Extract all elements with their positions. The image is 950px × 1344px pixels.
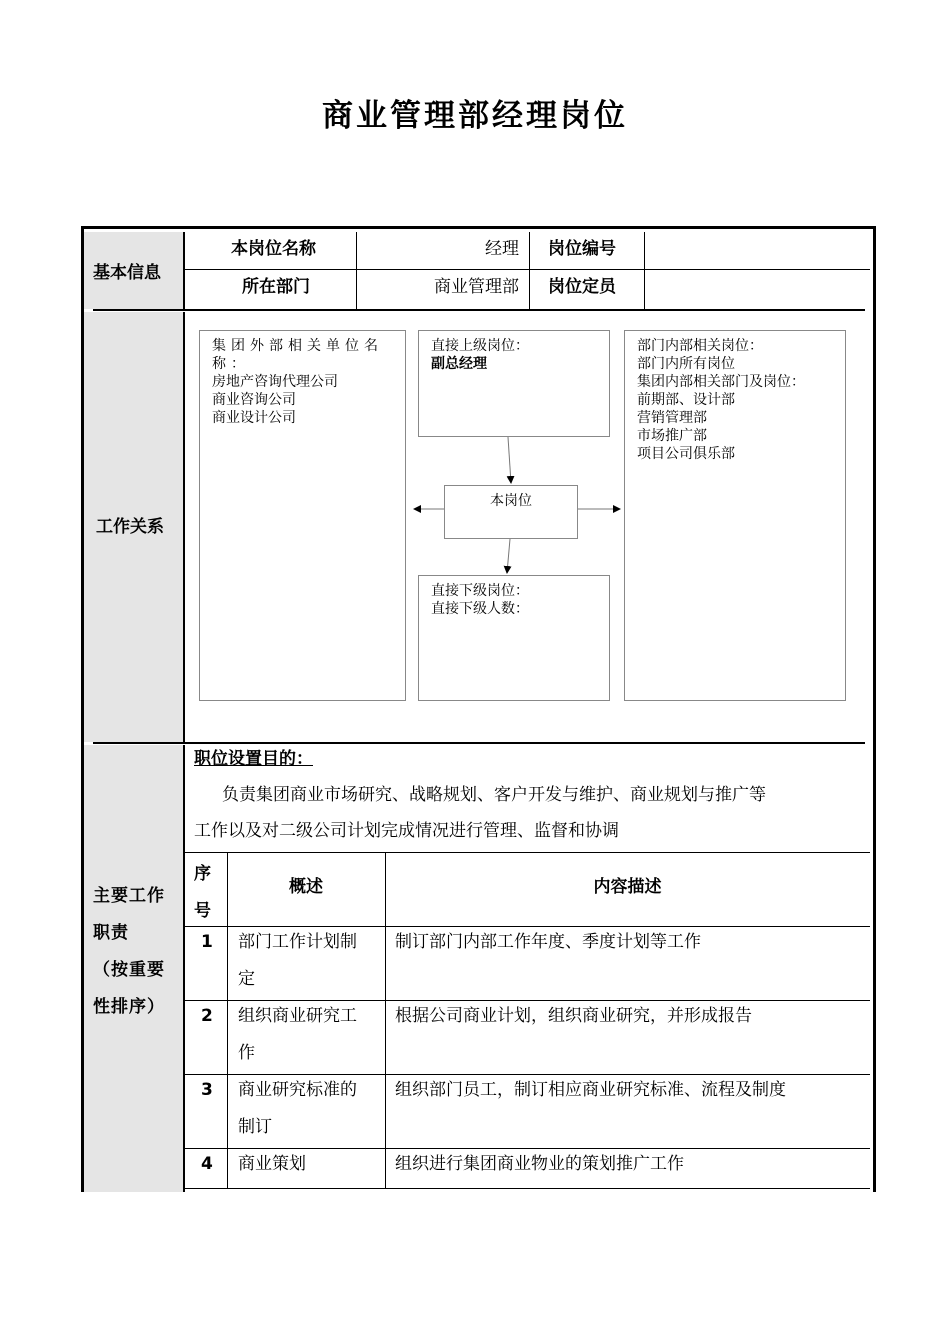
external-unit-item: 商业设计公司 xyxy=(212,410,296,426)
external-unit-item: 房地产咨询代理公司 xyxy=(212,374,338,390)
basic-info-label: 基本信息 xyxy=(93,263,161,283)
internal-line: 前期部、设计部 xyxy=(637,392,735,408)
purpose-title: 职位设置目的： xyxy=(194,749,313,769)
self-position-label: 本岗位 xyxy=(490,493,532,509)
duties-label-line-1: 主要工作 xyxy=(93,886,165,906)
department-label: 所在部门 xyxy=(242,277,310,297)
duty-no: 2 xyxy=(201,1006,213,1026)
internal-line: 集团内部相关部门及岗位： xyxy=(637,374,805,390)
internal-line: 部门内部相关岗位： xyxy=(637,338,763,354)
col-header-summary: 概述 xyxy=(289,877,323,897)
superior-value: 副总经理 xyxy=(431,356,487,372)
position-name-label: 本岗位名称 xyxy=(231,239,316,259)
row-divider xyxy=(185,852,870,853)
duty-desc: 组织部门员工，制订相应商业研究标准、流程及制度 xyxy=(395,1080,786,1100)
duty-no: 4 xyxy=(201,1154,213,1174)
internal-line: 部门内所有岗位 xyxy=(637,356,735,372)
department-value: 商业管理部 xyxy=(434,277,519,297)
duties-label-line-4: 性排序） xyxy=(93,997,165,1017)
position-no-label: 岗位编号 xyxy=(548,239,616,259)
duty-desc: 组织进行集团商业物业的策划推广工作 xyxy=(395,1154,684,1174)
duty-summary: 商业策划 xyxy=(238,1154,306,1174)
purpose-text-line-2: 工作以及对二级公司计划完成情况进行管理、监督和协调 xyxy=(194,821,619,841)
internal-line: 项目公司俱乐部 xyxy=(637,446,735,462)
duty-no: 3 xyxy=(201,1080,213,1100)
superior-title: 直接上级岗位： xyxy=(431,338,529,354)
duty-no: 1 xyxy=(201,932,213,952)
external-units-title: 集团外部相关单位名称： xyxy=(212,338,383,372)
arrow-to-subordinate xyxy=(507,539,510,573)
internal-line: 营销管理部 xyxy=(637,410,707,426)
subordinate-title: 直接下级岗位： xyxy=(431,583,529,599)
row-divider xyxy=(185,1188,870,1189)
external-unit-item: 商业咨询公司 xyxy=(212,392,296,408)
duty-desc: 制订部门内部工作年度、季度计划等工作 xyxy=(395,932,701,952)
duties-label-line-3: （按重要 xyxy=(93,960,165,980)
duty-desc: 根据公司商业计划，组织商业研究，并形成报告 xyxy=(395,1006,752,1026)
page-title: 商业管理部经理岗位 xyxy=(322,98,628,134)
duty-summary: 组织商业研究工 作 xyxy=(238,1006,357,1063)
col-header-no: 序 号 xyxy=(194,864,211,921)
duty-summary: 商业研究标准的 制订 xyxy=(238,1080,357,1137)
headcount-label: 岗位定员 xyxy=(548,277,616,297)
arrow-to-self xyxy=(508,437,511,483)
col-divider xyxy=(227,852,228,1188)
internal-line: 市场推广部 xyxy=(637,428,707,444)
subordinate-count: 直接下级人数： xyxy=(431,601,529,617)
position-name-value: 经理 xyxy=(485,239,519,259)
col-divider xyxy=(385,852,386,1188)
duties-label-line-2: 职责 xyxy=(93,923,129,943)
col-header-desc: 内容描述 xyxy=(593,877,662,897)
relations-label: 工作关系 xyxy=(96,517,164,537)
duty-summary: 部门工作计划制 定 xyxy=(238,932,357,989)
purpose-text-line-1: 负责集团商业市场研究、战略规划、客户开发与维护、商业规划与推广等 xyxy=(222,785,766,805)
